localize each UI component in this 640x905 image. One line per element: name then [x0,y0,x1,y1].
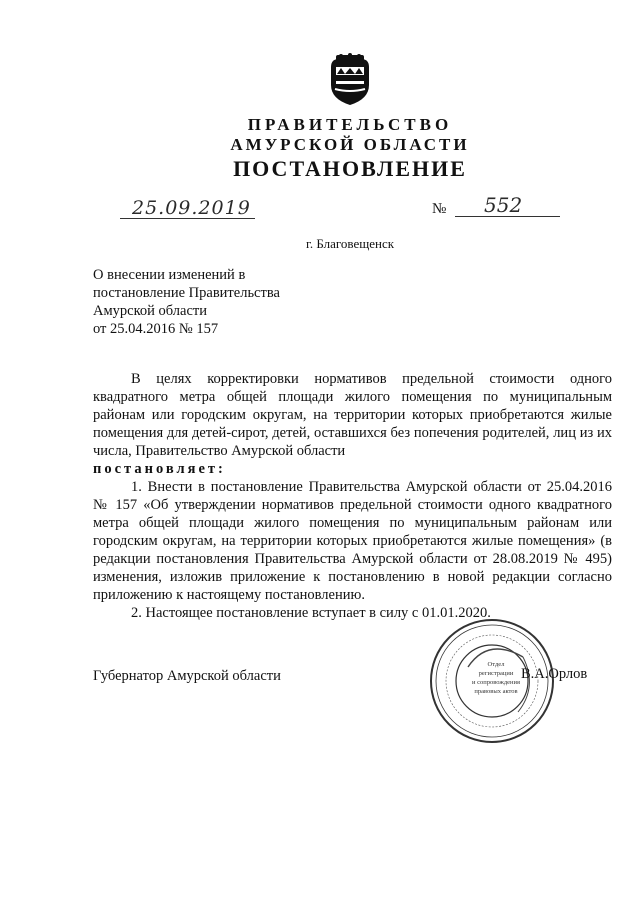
subject-line: Амурской области [93,303,207,319]
seal-line: и сопровождения [472,679,520,686]
number-underline [455,216,560,217]
number-sign: № [432,201,447,217]
document-date: 25.09.2019 [132,197,251,219]
item-2-paragraph: 2. Настоящее постановление вступает в силу с 01.01.2020. [131,605,491,621]
signatory-name: В.А.Орлов [521,666,588,682]
subject-line: постановление Правительства [93,285,280,301]
preamble-paragraph: В целях корректировки нормативов предельной стоимости одного квадратного метра общей площади жилого помещения по муниципальным районам или городским округам, на территории которых приобретаются жилые помещения для детей-сирот, детей, оставшихся без попечения родителей, лиц из их числа, Правительство Амурской области [93,371,612,459]
signatory-position: Губернатор Амурской области [93,668,281,684]
decree-word: постановляет: [93,461,226,477]
item-1-paragraph: 1. Внести в постановление Правительства Амурской области от 25.04.2016 № 157 «Об утверждении нормативов предельной стоимости одного квадратного метра общей площади жилого помещения по муниципальным районам или городским округам, на территории которых приобретаются жилые помещения» (в редакции постановления Правительства Амурской области от 28.08.2019 № 495) изменения, изложив приложение к постановлению в новой редакции согласно приложению к настоящему постановлению. [93,479,612,603]
city: г. Благовещенск [305,236,395,251]
seal-line: правовых актов [474,688,518,695]
seal-line: регистрации [478,670,514,677]
document-title: ПОСТАНОВЛЕНИЕ [233,156,467,181]
subject-line: от 25.04.2016 № 157 [93,321,219,337]
subject-line: О внесении изменений в [93,267,246,283]
government-name-line1: ПРАВИТЕЛЬСТВО [247,115,453,134]
document-body [93,370,612,622]
seal-inner-text [466,660,526,696]
government-name-line2: АМУРСКОЙ ОБЛАСТИ [230,135,470,154]
document-number: 552 [484,193,523,217]
seal-line: Отдел [487,661,505,668]
date-underline [120,218,255,219]
coat-of-arms-icon [327,53,373,107]
document-subject [93,266,353,338]
